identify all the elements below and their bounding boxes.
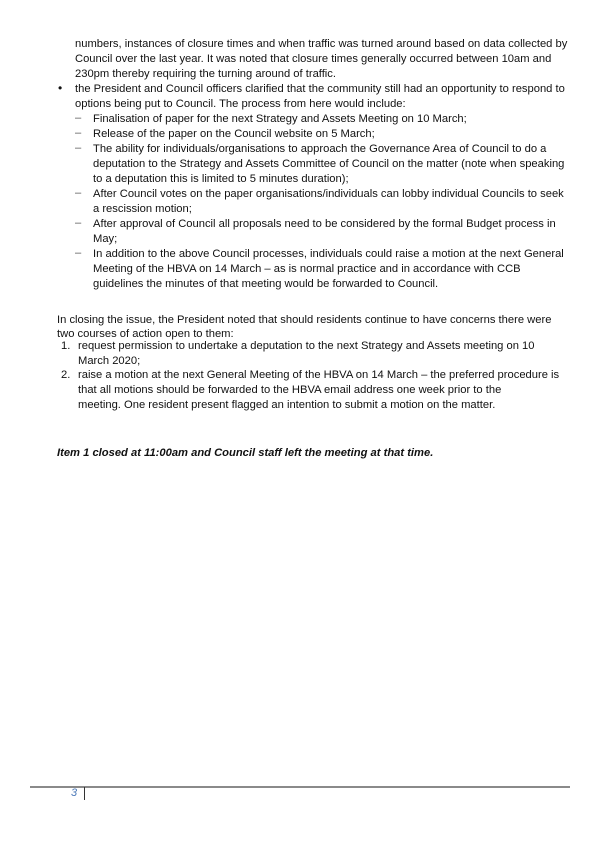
dash-item-line: Meeting of the HBVA on 14 March – as is normal practice and in accordance with CCB: [93, 263, 521, 275]
dash-icon: –: [75, 112, 82, 124]
bullet-line: options being put to Council. The process from here would include:: [75, 98, 406, 110]
list-number: 1.: [61, 340, 71, 352]
dash-item-line: Release of the paper on the Council website on 5 March;: [93, 128, 375, 140]
bullet-line: the President and Council officers clarified that the community still had an opportunity to respond to: [75, 83, 565, 95]
dash-icon: –: [75, 142, 82, 154]
numbered-item-line: request permission to undertake a deputation to the next Strategy and Assets meeting on 10: [78, 340, 535, 352]
dash-item-line: a rescission motion;: [93, 203, 192, 215]
bullet-icon: •: [58, 81, 63, 95]
page-number-divider: [84, 787, 85, 800]
closing-paragraph-line: two courses of action open to them:: [57, 328, 234, 340]
numbered-item-line: that all motions should be forwarded to the HBVA email address one week prior to the: [78, 384, 502, 396]
dash-item-line: deputation to the Strategy and Assets Committee of Council on the matter (note when speaking: [93, 158, 565, 170]
dash-item-line: May;: [93, 233, 118, 245]
numbered-item-line: March 2020;: [78, 355, 141, 367]
dash-item-line: guidelines the minutes of that meeting would be forwarded to Council.: [93, 278, 439, 290]
dash-item-line: After approval of Council all proposals need to be considered by the formal Budget process in: [93, 218, 556, 230]
dash-icon: –: [75, 247, 82, 259]
list-number: 2.: [61, 369, 71, 381]
footer-rule: [30, 786, 570, 788]
dash-icon: –: [75, 217, 82, 229]
numbered-item-line: raise a motion at the next General Meeting of the HBVA on 14 March – the preferred procedure is: [78, 369, 560, 381]
intro-line: 230pm thereby requiring the turning around of traffic.: [75, 68, 336, 80]
dash-icon: –: [75, 187, 82, 199]
dash-item-line: to a deputation this is limited to 5 minutes duration);: [93, 173, 349, 185]
dash-item-line: Finalisation of paper for the next Strategy and Assets Meeting on 10 March;: [93, 113, 467, 125]
page-number: 3: [71, 787, 78, 799]
closing-paragraph-line: In closing the issue, the President noted that should residents continue to have concerns there were: [57, 314, 552, 326]
dash-item-line: The ability for individuals/organisations to approach the Governance Area of Council to do a: [93, 143, 547, 155]
intro-line: numbers, instances of closure times and when traffic was turned around based on data collected by: [75, 38, 568, 50]
dash-icon: –: [75, 127, 82, 139]
dash-item-line: After Council votes on the paper organisations/individuals can lobby individual Councils to seek: [93, 188, 564, 200]
numbered-item-line: meeting. One resident present flagged an intention to submit a motion on the matter.: [78, 399, 496, 411]
dash-item-line: In addition to the above Council processes, individuals could raise a motion at the next General: [93, 248, 564, 260]
intro-line: Council over the last year. It was noted that closure times generally occurred between 10am and: [75, 53, 552, 65]
closing-statement: Item 1 closed at 11:00am and Council staff left the meeting at that time.: [57, 447, 434, 459]
